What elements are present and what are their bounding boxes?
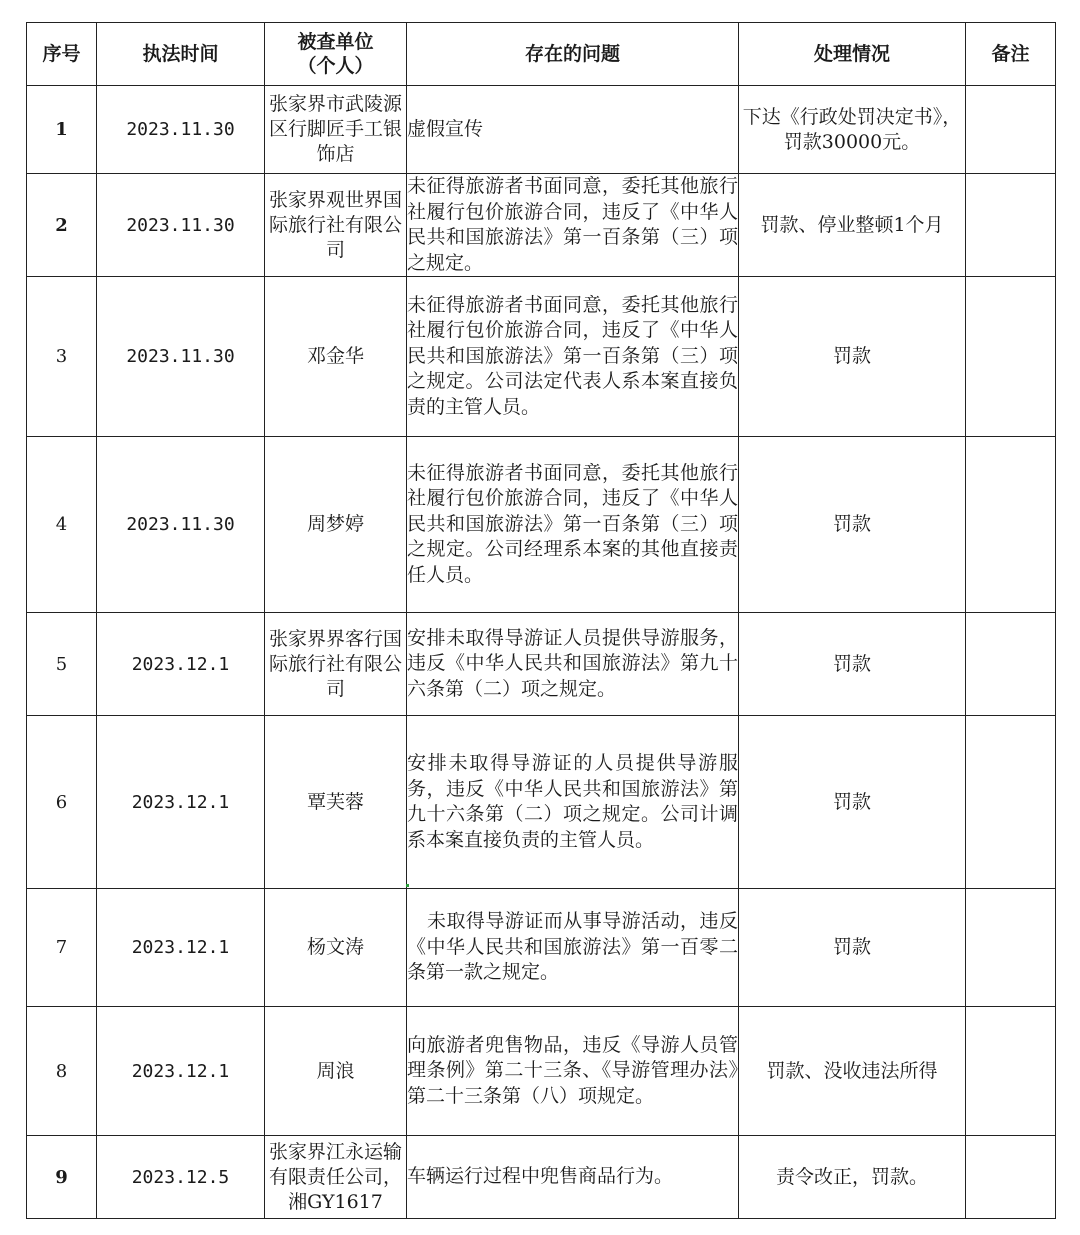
row-seq: 7 (27, 889, 97, 1007)
row-date: 2023.11.30 (97, 86, 265, 174)
row-note (966, 716, 1056, 889)
table-row (27, 716, 1056, 889)
table-row (27, 437, 1056, 613)
header-unit-line2: （个人） (297, 55, 374, 77)
row-date: 2023.11.30 (97, 277, 265, 437)
cell-marker (406, 884, 409, 887)
row-seq: 8 (27, 1007, 97, 1136)
row-issue: 向旅游者兜售物品，违反《导游人员管理条例》第二十三条、《导游管理办法》第二十三条第（八）项规定。 (407, 1007, 739, 1136)
header-issue: 存在的问题 (407, 23, 739, 86)
row-seq: 6 (27, 716, 97, 889)
row-issue-text: 未取得导游证而从事导游活动，违反《中华人民共和国旅游法》第一百零二条第一款之规定。 (407, 910, 738, 984)
row-unit: 覃芙蓉 (265, 716, 407, 889)
row-seq: 4 (27, 437, 97, 613)
header-row (27, 23, 1056, 86)
row-seq: 5 (27, 613, 97, 716)
row-issue (407, 889, 739, 1007)
row-issue: 安排未取得导游证的人员提供导游服务，违反《中华人民共和国旅游法》第九十六条第（二）项之规定。公司计调系本案直接负责的主管人员。 (407, 716, 739, 889)
row-seq: 1 (27, 86, 97, 174)
table-row (27, 889, 1056, 1007)
row-result: 罚款 (739, 437, 966, 613)
row-date: 2023.12.1 (97, 613, 265, 716)
row-unit: 张家界观世界国际旅行社有限公司 (265, 174, 407, 277)
enforcement-table (26, 22, 1056, 1219)
row-note (966, 277, 1056, 437)
row-note (966, 174, 1056, 277)
row-unit: 邓金华 (265, 277, 407, 437)
row-note (966, 1136, 1056, 1219)
row-date: 2023.11.30 (97, 437, 265, 613)
row-issue: 未征得旅游者书面同意，委托其他旅行社履行包价旅游合同，违反了《中华人民共和国旅游法》第一百条第（三）项之规定。 (407, 174, 739, 277)
row-result: 罚款 (739, 889, 966, 1007)
row-note (966, 86, 1056, 174)
row-seq: 2 (27, 174, 97, 277)
row-issue: 车辆运行过程中兜售商品行为。 (407, 1136, 739, 1219)
header-result: 处理情况 (739, 23, 966, 86)
table-row (27, 1136, 1056, 1219)
row-note (966, 613, 1056, 716)
header-date: 执法时间 (97, 23, 265, 86)
row-date: 2023.12.1 (97, 889, 265, 1007)
row-unit: 张家界市武陵源区行脚匠手工银饰店 (265, 86, 407, 174)
row-unit: 张家界江永运输有限责任公司，湘GY1617 (265, 1136, 407, 1219)
row-result: 罚款、停业整顿1个月 (739, 174, 966, 277)
header-unit-line1: 被查单位 (297, 31, 374, 53)
row-result: 罚款 (739, 613, 966, 716)
row-date: 2023.12.1 (97, 716, 265, 889)
row-result: 罚款 (739, 277, 966, 437)
row-note (966, 1007, 1056, 1136)
row-issue: 未征得旅游者书面同意，委托其他旅行社履行包价旅游合同，违反了《中华人民共和国旅游法》第一百条第（三）项之规定。公司经理系本案的其他直接责任人员。 (407, 437, 739, 613)
row-unit: 张家界界客行国际旅行社有限公司 (265, 613, 407, 716)
header-seq: 序号 (27, 23, 97, 86)
row-date: 2023.11.30 (97, 174, 265, 277)
row-issue: 虚假宣传 (407, 86, 739, 174)
row-result: 罚款、没收违法所得 (739, 1007, 966, 1136)
row-result: 下达《行政处罚决定书》，罚款30000元。 (739, 86, 966, 174)
header-note: 备注 (966, 23, 1056, 86)
table-row (27, 174, 1056, 277)
row-unit: 杨文涛 (265, 889, 407, 1007)
row-note (966, 437, 1056, 613)
row-seq: 3 (27, 277, 97, 437)
table-row (27, 86, 1056, 174)
row-note (966, 889, 1056, 1007)
row-result: 责令改正，罚款。 (739, 1136, 966, 1219)
row-issue: 未征得旅游者书面同意，委托其他旅行社履行包价旅游合同，违反了《中华人民共和国旅游法》第一百条第（三）项之规定。公司法定代表人系本案直接负责的主管人员。 (407, 277, 739, 437)
row-unit: 周梦婷 (265, 437, 407, 613)
table-row (27, 613, 1056, 716)
row-date: 2023.12.5 (97, 1136, 265, 1219)
row-unit: 周浪 (265, 1007, 407, 1136)
row-seq: 9 (27, 1136, 97, 1219)
row-issue: 安排未取得导游证人员提供导游服务，违反《中华人民共和国旅游法》第九十六条第（二）项之规定。 (407, 613, 739, 716)
table-row (27, 1007, 1056, 1136)
row-date: 2023.12.1 (97, 1007, 265, 1136)
row-result: 罚款 (739, 716, 966, 889)
table-row (27, 277, 1056, 437)
header-unit (265, 23, 407, 86)
